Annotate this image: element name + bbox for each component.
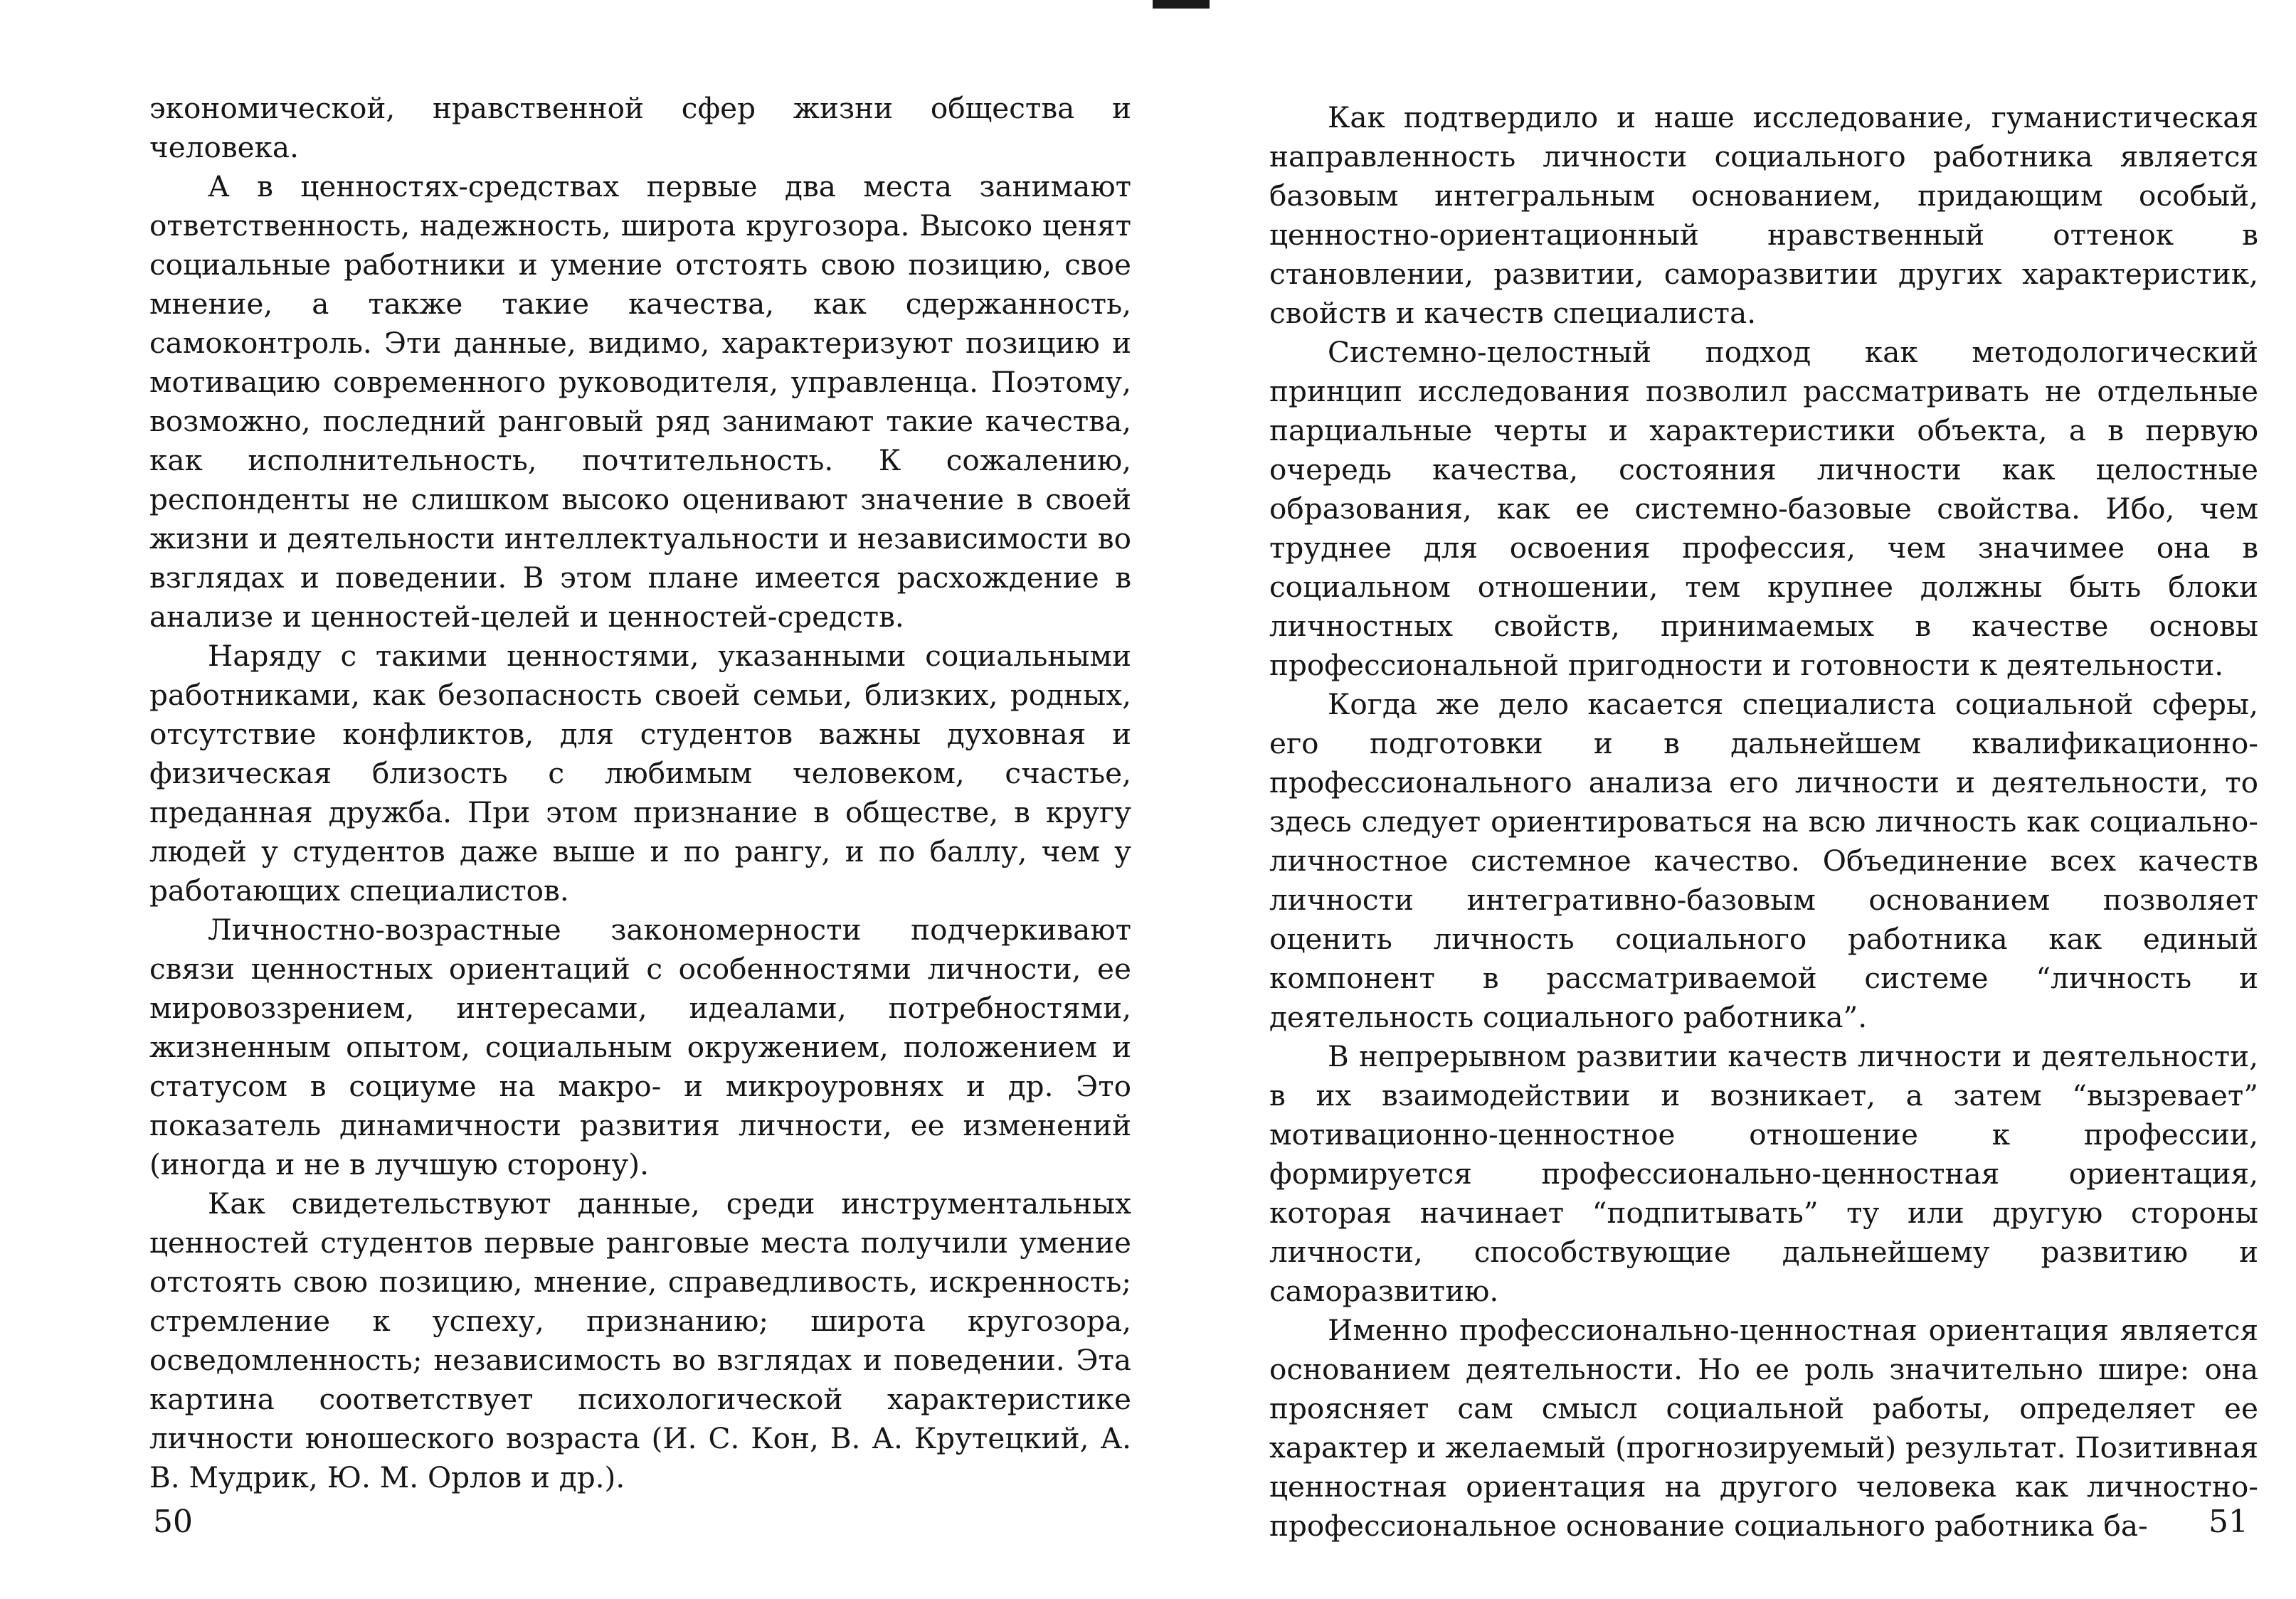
paragraph: Наряду с такими ценностями, указанными социальными работниками, как безопасность своей семьи, близких, родных, отсутствие конфликтов, для студентов важны духовная и физическая близость с любимым человеком, счастье, преданная дружба. При этом признание в обществе, в кругу людей у студентов даже выше и по рангу, и по баллу, чем у работающих специалистов. [149, 639, 1131, 908]
paragraph: Именно профессионально-ценностная ориентация является основанием деятельности. Но ее роль значительно шире: она проясняет сам смысл социальной работы, определяет ее характер и желаемый (прогнозируемый) результат. Позитивная ценностная ориентация на другого человека как личностно-профессиональное основание социального работника ба- [1269, 1313, 2258, 1543]
paragraph: Как подтвердило и наше исследование, гуманистическая направленность личности социального работника является базовым интегральным основанием, придающим особый, ценностно-ориентационный нравственный оттенок в становлении, развитии, саморазвитии других характеристик, свойств и качеств специалиста. [1269, 100, 2258, 330]
paragraph: Когда же дело касается специалиста социальной сферы, его подготовки и в дальнейшем квалификационно-профессионального анализа его личности и деятельности, то здесь следует ориентироваться на всю личность как социально-личностное системное качество. Объединение всех качеств личности интегративно-базовым основанием позволяет оценить личность социального работника как единый компонент в рассматриваемой системе “личность и деятельность социального работника”. [1269, 687, 2258, 1034]
page-number: 51 [2208, 1504, 2248, 1540]
paragraph: экономической, нравственной сфер жизни общества и человека. [149, 91, 1131, 164]
right-page-text [1269, 98, 2258, 1546]
paragraph: Как свидетельствуют данные, среди инструментальных ценностей студентов первые ранговые места получили умение отстоять свою позицию, мнение, справедливость, искренность; стремление к успеху, признанию; широта кругозора, осведомленность; независимость во взглядах и поведении. Эта картина соответствует психологической характеристике личности юношеского возраста (И. С. Кон, В. А. Крутецкий, А. В. Мудрик, Ю. М. Орлов и др.). [149, 1186, 1131, 1494]
paragraph: Системно-целостный подход как методологический принцип исследования позволил рассматривать не отдельные парциальные черты и характеристики объекта, а в первую очередь качества, состояния личности как целостные образования, как ее системно-базовые свойства. Ибо, чем труднее для освоения профессия, чем значимее она в социальном отношении, тем крупнее должны быть блоки личностных свойств, принимаемых в качестве основы профессиональной пригодности и готовности к деятельности. [1269, 335, 2258, 682]
paragraph: В непрерывном развитии качеств личности и деятельности, в их взаимодействии и возникает, а затем “вызревает” мотивационно-ценностное отношение к профессии, формируется профессионально-ценностная ориентация, которая начинает “подпитывать” ту или другую стороны личности, способствующие дальнейшему развитию и саморазвитию. [1269, 1039, 2258, 1308]
left-page-text [149, 89, 1131, 1497]
right-page [1148, 0, 2296, 1599]
paragraph: А в ценностях-средствах первые два места занимают ответственность, надежность, широта кругозора. Высоко ценят социальные работники и умение отстоять свою позицию, свое мнение, а также такие качества, как сдержанность, самоконтроль. Эти данные, видимо, характеризуют позицию и мотивацию современного руководителя, управленца. Поэтому, возможно, последний ранговый ряд занимают такие качества, как исполнительность, почтительность. К сожалению, респонденты не слишком высоко оценивают значение в своей жизни и деятельности интеллектуальности и независимости во взглядах и поведении. В этом плане имеется расхождение в анализе и ценностей-целей и ценностей-средств. [149, 169, 1131, 634]
paragraph: Личностно-возрастные закономерности подчеркивают связи ценностных ориентаций с особенностями личности, ее мировоззрением, интересами, идеалами, потребностями, жизненным опытом, социальным окружением, положением и статусом в социуме на макро- и микроуровнях и др. Это показатель динамичности развития личности, ее изменений (иногда и не в лучшую сторону). [149, 913, 1131, 1181]
page-number: 50 [153, 1504, 193, 1540]
